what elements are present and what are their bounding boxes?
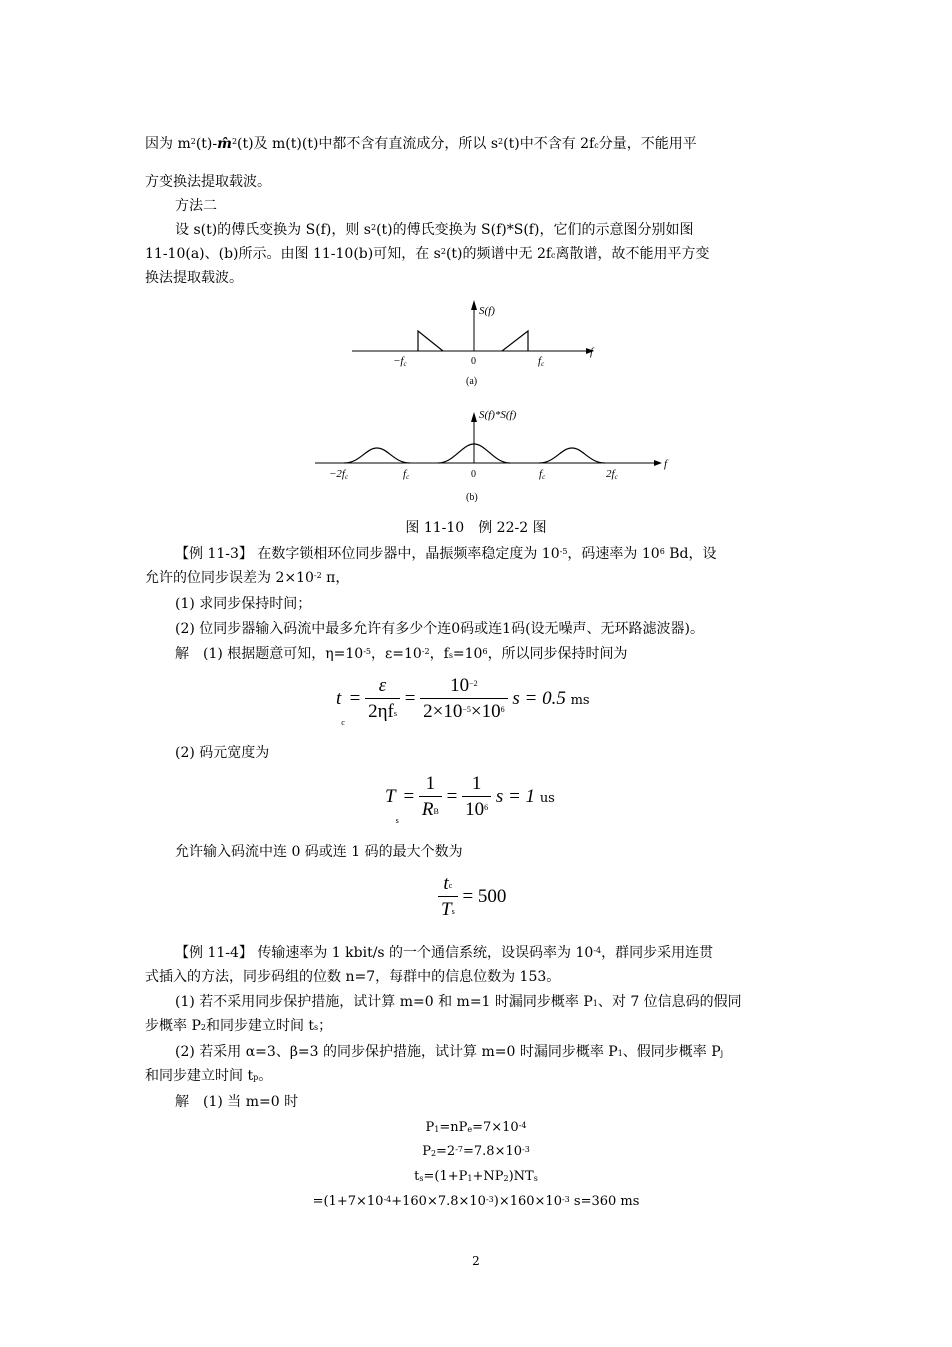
tick-zero-b: 0 [471,469,476,480]
xlabel-b: f [664,458,668,470]
arrow-y-b [471,412,477,422]
formula-symbol-width: $T_s$ = $\frac{1}{R_B}$ = $\frac{1}{10^6}$ s = 1 us [385,773,555,825]
equation-p1: $P_1=nP_e=7\times 10^{-4}$ [425,1120,527,1135]
page-number: 2 [472,1254,480,1268]
tick-fc-b: fc [539,468,546,481]
xlabel-a: f [590,346,594,358]
method-2-line-1: 设 s(t)的傅氏变换为 S(f)，则 $s^2(t)$的傅氏变换为 S(f)*S(f)，它们的示意图分别如图 [175,222,694,238]
example-4-question-1-cont: 步概率 $P_2$和同步建立时间 $t_s$； [145,1018,333,1034]
tick-fc-a: fc [538,355,545,368]
tick-neg-2fc-b: −2fc [329,468,349,481]
example-3-line-2: 允许的位同步误差为 $2\times 10^{-2}$ π， [145,570,350,586]
spectrum-figure [0,290,952,530]
method-2-line-3: 换法提取载波。 [145,270,243,286]
figure-a [352,300,595,387]
arrow-y-a [471,300,477,310]
equation-ts-value: $=(1+7\times 10^{-4}+160\times 7.8\times 10^{-3})\times 160\times 10^{-3}$ s=360 ms [312,1194,640,1209]
method-2-heading: 方法二 [175,198,217,214]
example-3-question-1: (1) 求同步保持时间； [175,596,312,612]
example-3-solution-line: 解 (1) 根据题意可知，$\eta=10^{-5}$，$\varepsilon=10^{-2}$，$f_s=10^6$，所以同步保持时间为 [175,646,628,662]
lobe-2fc-b [539,448,605,463]
tick-neg-fc-a: −fc [393,355,407,368]
fraction-ten-six: $\frac{1}{10^6}$ [462,772,491,823]
axis-label-a: S(f) [479,305,495,317]
example-4-line-2: 式插入的方法，同步码组的位数 n=7，每群中的信息位数为 153。 [145,969,561,985]
paragraph-1-line-1: 因为 $m^2(t)-m̂^2(t)$及 m(t)(t)中都不含有直流成分，所以 $s^2(t)$中不含有 $2f_c$分量，不能用平 [145,136,697,152]
tick-2fc-b: 2fc [606,468,618,481]
formula-hold-time: $t_c$ = $\frac{\varepsilon}{2\eta f_s}$ = $\frac{10^{-2}}{2\times 10^{-5}\times 10^6}$ s = 0.5 ms [336,675,590,727]
lobe-neg-2fc-b [344,448,410,463]
fraction-numeric: $\frac{10^{-2}}{2\times 10^{-5}\times 10^6}$ [420,674,507,725]
example-3-line-1: 【例 11-3】 在数字锁相环位同步器中，晶振频率稳定度为 $10^{-5}$，码速率为 $10^6$ Bd，设 [175,546,717,562]
caption-a: (a) [466,376,478,387]
equation-ts: $t_s=(1+P_1+NP_2)NT_s$ [414,1169,538,1184]
example-4-question-2-cont: 和同步建立时间 $t_p$。 [145,1068,273,1084]
spectrum-left-a [418,331,443,351]
example-4-line-1: 【例 11-4】 传输速率为 1 kbit/s 的一个通信系统，设误码率为 $10^{-4}$，群同步采用连贯 [175,945,714,961]
equation-p2: $P_2=2^{-7}=7.8\times 10^{-3}$ [422,1144,530,1159]
example-3-allow-line: 允许输入码流中连 0 码或连 1 码的最大个数为 [175,844,463,860]
figure-b [315,409,669,503]
caption-b: (b) [466,492,478,503]
spectrum-right-a [502,331,528,351]
figure-caption: 图 11-10 例 22-2 图 [405,520,547,536]
example-4-solution-head: 解 (1) 当 m=0 时 [175,1094,299,1110]
arrow-x-b [654,460,662,466]
fraction-tc-ts: $\frac{t_c}{T_s}$ [438,872,458,923]
example-3-question-2-answer: (2) 码元宽度为 [175,745,270,761]
fraction-eps: $\frac{\varepsilon}{2\eta f_s}$ [365,674,400,725]
paragraph-1-line-2: 方变换法提取载波。 [145,174,271,190]
example-4-question-2: (2) 若采用 α=3、β=3 的同步保护措施，试计算 m=0 时漏同步概率 $P_1$、假同步概率 $P_j$ [175,1044,724,1060]
method-2-line-2: 11-10(a)、(b)所示。由图 11-10(b)可知，在 $s^2(t)$的频谱中无 $2f_c$离散谱，故不能用平方变 [145,246,710,262]
tick-zero-a: 0 [471,356,476,367]
example-3-question-2: (2) 位同步器输入码流中最多允许有多少个连0码或连1码(设无噪声、无环路滤波器)。 [175,621,705,637]
formula-max-count: $\frac{t_c}{T_s}$ = 500 [438,872,506,923]
fraction-rb: $\frac{1}{R_B}$ [419,772,442,823]
example-4-question-1: (1) 若不采用同步保护措施，试计算 m=0 和 m=1 时漏同步概率 $P_1$、对 7 位信息码的假同 [175,994,742,1010]
axis-label-b: S(f)*S(f) [479,409,517,421]
tick-neg-fc-b: fc [403,468,410,481]
